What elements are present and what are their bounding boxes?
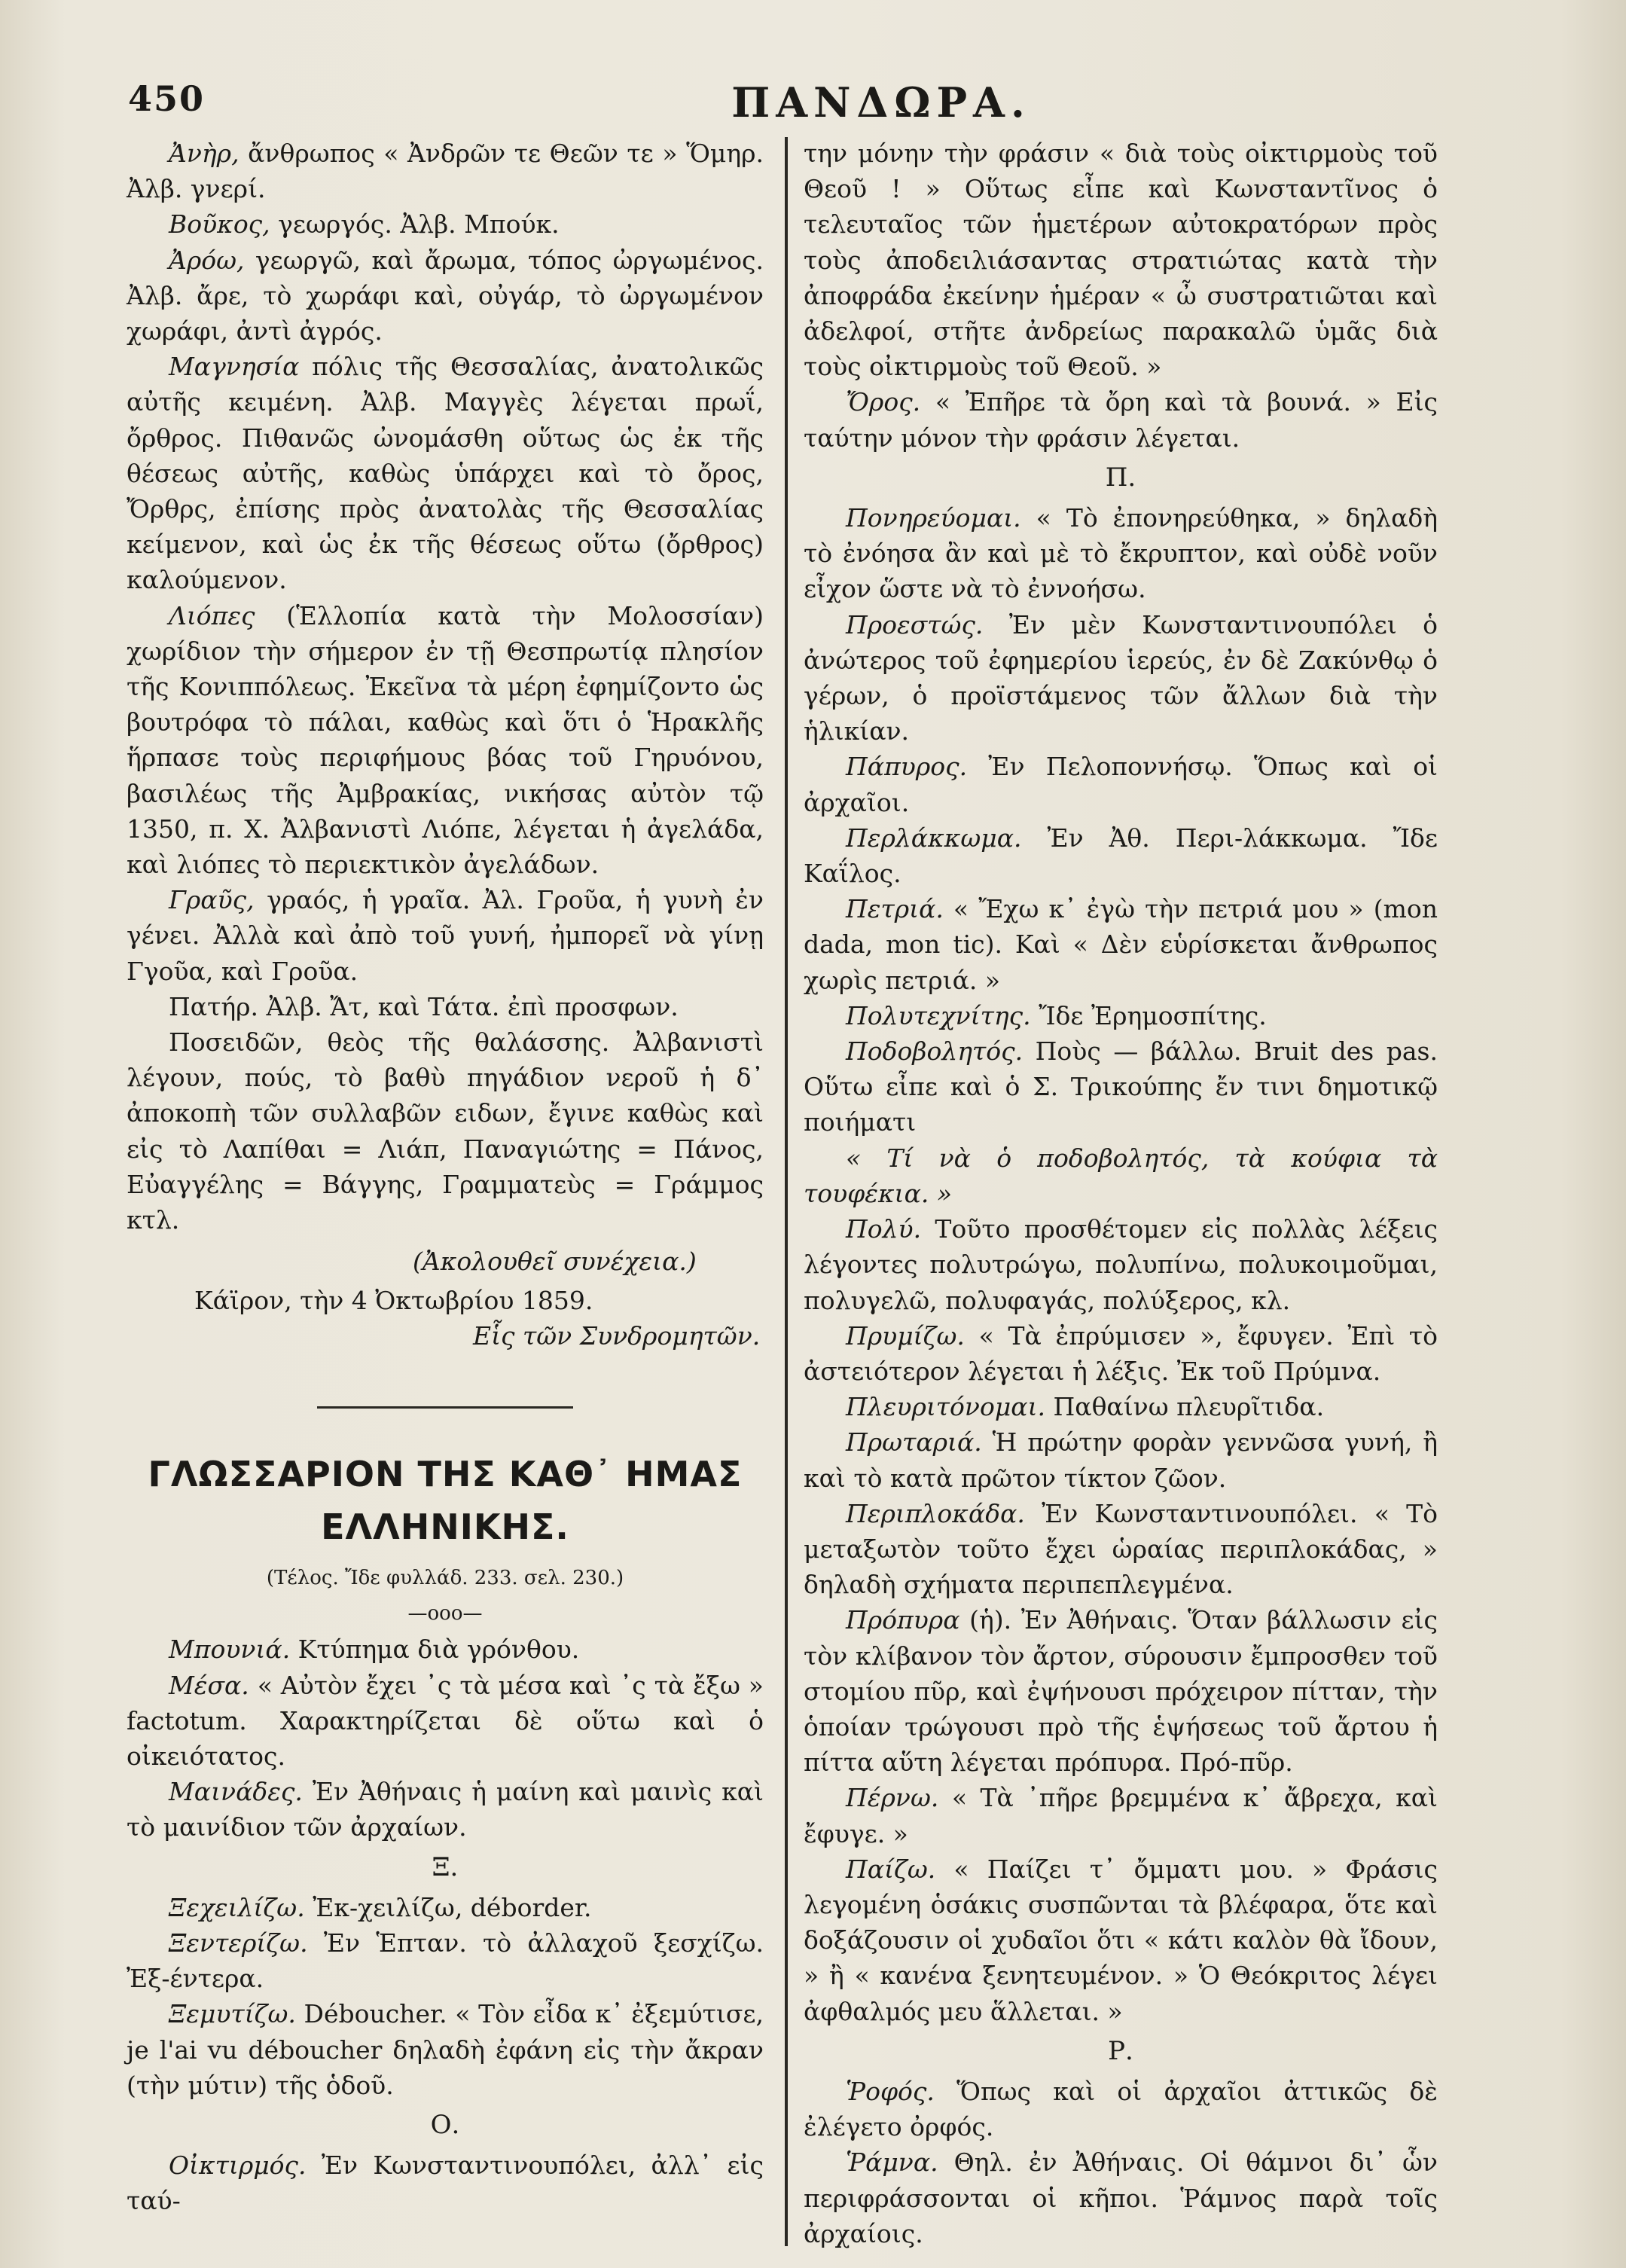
entry-text: Θηλ. ἐν Ἀθήναις. Οἱ θάμνοι δι᾽ ὧν περιφράσσονται οἱ κῆποι. Ῥάμνος παρὰ τοῖς ἀρχαίοις. (804, 2147, 1438, 2248)
entry-lemma: Πλευριτόνομαι. (846, 1392, 1046, 1422)
entry-lemma: Πρωταριά. (846, 1427, 982, 1458)
poem-quote: « Τί νὰ ὁ ποδοβολητός, τὰ κούφια τὰ τουφέκια. » (804, 1143, 1438, 1208)
entry-text: Ἐν Ἀθ. Περι-λάκκωμα. Ἴδε Καΐλος. (804, 823, 1438, 889)
entry-text: « Παίζει τ᾽ ὄμματι μου. » Φράσις λεγομένη ὁσάκις συσπῶνται τὰ βλέφαρα, ὅτε καὶ δοξάζουσιν οἱ χυδαῖοι ὅτι « κάτι καλὸν θὰ ἴδουν, » ἢ « κανένα ξενητευμένον. » Ὁ Θεόκριτος λέγει ἀφθαλμός μευ ἅλλεται. » (804, 1854, 1438, 2026)
entry (127, 1774, 764, 1845)
entry-lemma: Μέσα. (169, 1670, 249, 1700)
column-divider (785, 137, 788, 2246)
entry (804, 2074, 1438, 2144)
entry-lemma: Προεστώς. (846, 609, 984, 639)
section-divider (317, 1406, 573, 1409)
entry-lemma: Μπουνιά. (169, 1635, 291, 1665)
entry-text: (Ἑλλοπία κατὰ τὴν Μολοσσίαν) χωρίδιον τὴν σήμερον ἐν τῇ Θεσπρωτίᾳ πλησίον τῆς Κονιππόλεως. Ἐκεῖνα τὰ μέρη ἐφημίζοντο ὡς βουτρόφα τὸ πάλαι, καθὼς καὶ ὅτι ὁ Ἡρακλῆς ἥρπασε τοὺς περιφήμους βόας τοῦ Γηρυόνου, βασιλέως τῆς Ἀμβρακίας, νικήσας αὐτὸν τῷ 1350, π. Χ. Ἀλβανιστὶ Λιόπε, λέγεται ἡ ἀγελάδα, καὶ λιόπες τὸ περιεκτικὸν ἀγελάδων. (127, 600, 764, 880)
entry (127, 1668, 764, 1775)
entry (127, 1925, 764, 1996)
place-date: Κάϊρον, τὴν 4 Ὀκτωβρίου 1859. (194, 1285, 593, 1315)
entry-lemma: Ἀρόω, (169, 245, 245, 275)
entry (804, 1033, 1438, 1140)
entry-text: « Ἔχω κ᾽ ἐγὼ τὴν πετριά μου » (mon dada, mon tic). Καὶ « Δὲν εὑρίσκεται ἄνθρωπος χωρὶς πετριά. » (804, 894, 1438, 995)
entry-text: γεωργῶ, καὶ ἄρωμα, τόπος ὠργωμένος. Ἀλβ. ἄρε, τὸ χωράφι καὶ, οὐγάρ, τὸ ὠργωμένον χωράφι, ἀντὶ ἀγρός. (127, 245, 764, 346)
entry (804, 1424, 1438, 1495)
entry-lemma: Ῥοφός. (846, 2076, 935, 2106)
entry-lemma: Πρυμίζω. (846, 1320, 965, 1351)
continued-note: (Ἀκολουθεῖ συνέχεια.) (413, 1247, 697, 1277)
entry (127, 598, 764, 883)
entry-text: ἄνθρωπος « Ἀνδρῶν τε Θεῶν τε » Ὅμηρ. Ἀλβ. γνερί. (127, 139, 764, 204)
entry (804, 1318, 1438, 1389)
letter-heading: Ρ. (1108, 2035, 1133, 2066)
entry-lemma: Περιπλοκάδα. (846, 1498, 1025, 1528)
entry-continuation: την μόνην τὴν φράσιν « διὰ τοὺς οἰκτιρμοὺς τοῦ Θεοῦ ! » Οὕτως εἶπε καὶ Κωνσταντῖνος ὁ τελευταῖος τῶν ἡμετέρων αὐτοκρατόρων πρὸς τοὺς ἀποδειλιάσαντας στρατιώτας κατὰ τὴν ἀποφράδα ἐκείνην ἡμέραν « ὦ συστρατιῶται καὶ ἀδελφοί, στῆτε ἀνδρείως παρακαλῶ ὑμᾶς διὰ τοὺς οἰκτιρμοὺς τοῦ Θεοῦ. » (804, 139, 1438, 382)
entry-text: « Τὸ ἐπονηρεύθηκα, » δηλαδὴ τὸ ἐνόησα ἂν καὶ μὲ τὸ ἔκρυπτον, καὶ οὐδὲ νοῦν εἶχον ὥστε νὰ τὸ ἐννοήσω. (804, 503, 1438, 604)
entry-lemma: Ποδοβολητός. (846, 1036, 1023, 1067)
entry-text: Ἴδε Ἐρημοσπίτης. (1030, 1000, 1267, 1030)
entry-lemma: Πολύ. (846, 1214, 922, 1244)
entry-text: « Αὐτὸν ἔχει ᾽ς τὰ μέσα καὶ ᾽ς τὰ ἔξω » factotum. Χαρακτηρίζεται δὲ οὕτω καὶ ὁ οἰκειότατος. (127, 1670, 764, 1771)
page-header (128, 78, 1454, 131)
entry-text: πόλις τῆς Θεσσαλίας, ἀνατολικῶς αὐτῆς κειμένη. Ἀλβ. Μαγγὲς λέγεται πρωΐ, ὄρθρος. Πιθανῶς ὠνομάσθη οὕτως ὡς ἐκ τῆς θέσεως αὐτῆς, καθὼς ὑπάρχει καὶ τὸ ὄρος, Ὄρθρς, ἐπίσης πρὸς ἀνατολὰς τῆς Θεσσαλίας κείμενον, καὶ ὡς ἐκ τῆς θέσεως οὕτω (ὄρθρος) καλούμενον. (127, 352, 764, 595)
entry (127, 1632, 764, 1667)
entry-lemma: Μαγνησία (169, 352, 300, 382)
entry-lemma: Πρόπυρα (846, 1605, 960, 1635)
entry-text: Κτύπημα διὰ γρόνθου. (290, 1635, 580, 1665)
entry-lemma: Πετριά. (846, 894, 944, 924)
left-column (127, 136, 764, 2219)
entry-text: Ἐν Πελοποννήσῳ. Ὅπως καὶ οἱ ἀρχαῖοι. (804, 752, 1438, 817)
entry-text: Ὅπως καὶ οἱ ἀρχαῖοι ἀττικῶς δὲ ἐλέγετο ὀρφός. (804, 2076, 1438, 2142)
entry-text: (ἡ). Ἐν Ἀθήναις. Ὅταν βάλλωσιν εἰς τὸν κλίβανον τὸν ἄρτον, σύρουσιν ἔμπροσθεν τοῦ στομίου πῦρ, καὶ ἐψήνουσι πρόχειρον πίτταν, τὴν ὁποίαν τρώγουσι πρὸ τῆς ἑψήσεως τοῦ ἄρτου ἡ πίττα αὕτη λέγεται πρόπυρα. Πρό-πῦρ. (804, 1605, 1438, 1778)
entry-text: Παθαίνω πλευρῖτιδα. (1045, 1392, 1325, 1422)
entry-lemma: Πάπυρος. (846, 752, 968, 782)
entry-lemma: Οἰκτιρμός. (169, 2150, 307, 2181)
entry (127, 1890, 764, 1925)
entry-text: Ἐν Κωνσταντινουπόλει, ἀλλ᾽ εἰς ταύ- (127, 2150, 764, 2216)
entry-text: Ἐν μὲν Κωνσταντινουπόλει ὁ ἀνώτερος τοῦ ἐφημερίου ἱερεύς, ἐν δὲ Ζακύνθῳ ὁ γέρων, ὁ προϊστάμενος τῶν ἄλλων διὰ τὴν ἡλικίαν. (804, 609, 1438, 746)
entry (804, 1211, 1438, 1318)
entry (804, 749, 1438, 820)
letter-heading: Ξ. (432, 1851, 459, 1882)
entry-lemma: Μαινάδες. (169, 1777, 303, 1807)
right-column (804, 136, 1438, 2251)
entry (127, 206, 764, 242)
entry-text: γεωργός. Ἀλβ. Μπούκ. (270, 209, 560, 240)
entry (127, 349, 764, 597)
entry (127, 136, 764, 206)
entry-lemma: Ῥάμνα. (846, 2147, 938, 2178)
entry-lemma: Ἀνὴρ, (169, 139, 239, 168)
letter-heading: Ο. (430, 2109, 460, 2140)
entry (804, 998, 1438, 1033)
glossary-title-line-2: ΕΛΛΗΝΙΚΗΣ. (321, 1506, 569, 1547)
entry-text: Τοῦτο προσθέτομεν εἰς πολλὰς λέξεις λέγοντες πολυτρώγω, πολυπίνω, πολυκοιμοῦμαι, πολυγελῶ, πολυφαγάς, πολύξερος, κλ. (804, 1214, 1438, 1315)
glossary-title: ΓΛΩΣΣΑΡΙΟΝ ΤΗΣ ΚΑΘ᾽ ΗΜΑΣ (148, 1453, 743, 1494)
entry (804, 820, 1438, 891)
entry-lemma: Πέρνω. (846, 1783, 939, 1813)
entry (804, 1780, 1438, 1851)
entry-lemma: Παίζω. (846, 1854, 936, 1884)
entry (804, 384, 1438, 455)
letter-heading: Π. (1105, 462, 1136, 493)
entry: Ποσειδῶν, θεὸς τῆς θαλάσσης. Ἀλβανιστὶ λέγουν, πούς, τὸ βαθὺ πηγάδιον νεροῦ ἡ δ᾽ ἀποκοπὴ τῶν συλλαβῶν ειδων, ἔγινε καθὼς καὶ εἰς τὸ Λαπίθαι = Λιάπ, Παναγιώτης = Πάνος, Εὐαγγέλης = Βάγγης, Γραμματεὺς = Γράμμος κτλ. (127, 1027, 764, 1235)
entry (127, 1996, 764, 2103)
entry-text: Ἐκ-χειλίζω, déborder. (304, 1892, 592, 1922)
entry: Πατήρ. Ἀλβ. Ἄτ, καὶ Τάτα. ἐπὶ προσφων. (169, 991, 679, 1021)
entry (127, 882, 764, 989)
running-title: ΠΑΝΔΩΡΑ. (731, 78, 1031, 127)
entry (804, 1602, 1438, 1780)
entry-lemma: Λιόπες (169, 600, 255, 630)
entry-text: γραός, ἡ γραῖα. Ἀλ. Γροῦα, ἡ γυνὴ ἐν γένει. Ἀλλὰ καὶ ἀπὸ τοῦ γυνή, ἠμπορεῖ νὰ γίνῃ Γγοῦα, καὶ Γροῦα. (127, 885, 764, 986)
entry-text: « Τὰ ἐπρύμισεν », ἔφυγεν. Ἐπὶ τὸ ἀστειότερον λέγεται ἡ λέξις. Ἐκ τοῦ Πρύμνα. (804, 1320, 1438, 1386)
entry-lemma: Ξεμυτίζω. (169, 1999, 296, 2029)
entry (804, 2144, 1438, 2251)
entry (804, 1389, 1438, 1424)
entry (804, 891, 1438, 998)
entry-lemma: Βοῦκος, (169, 209, 270, 240)
entry-lemma: Ὄρος. (846, 387, 921, 417)
entry-text: Ἐν Ἀθήναις ἡ μαίνη καὶ μαινὶς καὶ τὸ μαινίδιον τῶν ἀρχαίων. (127, 1777, 764, 1842)
glossary-note: (Τέλος. Ἴδε φυλλάδ. 233. σελ. 230.) (266, 1566, 624, 1589)
page-number: 450 (128, 78, 206, 119)
entry-lemma: Ξεχειλίζω. (169, 1892, 305, 1922)
entry-text: Déboucher. « Τὸν εἶδα κ᾽ ἐξεμύτισε, je l'ai vu déboucher δηλαδὴ ἐφάνη εἰς τὴν ἄκραν (τὴν μύτιν) τῆς ὁδοῦ. (127, 1999, 764, 2100)
signature: Εἷς τῶν Συνδρομητῶν. (473, 1320, 761, 1351)
entry-text: « Τὰ ᾽πῆρε βρεμμένα κ᾽ ἄβρεχα, καὶ ἔφυγε. » (804, 1783, 1438, 1848)
entry-text: Ἡ πρώτην φορὰν γεννῶσα γυνή, ἢ καὶ τὸ κατὰ πρῶτον τίκτον ζῶον. (804, 1427, 1438, 1493)
entry-text: Ἐν Κωνσταντινουπόλει. « Τὸ μεταξωτὸν τοῦτο ἔχει ὡραίας περιπλοκάδας, » δηλαδὴ σχήματα περιπεπλεγμένα. (804, 1498, 1438, 1600)
entry-text: « Ἐπῆρε τὰ ὄρη καὶ τὰ βουνά. » Εἰς ταύτην μόνον τὴν φράσιν λέγεται. (804, 387, 1438, 453)
entry-lemma: Γραῦς, (169, 885, 255, 915)
entry-lemma: Ξεντερίζω. (169, 1928, 308, 1958)
entry (127, 243, 764, 350)
entry-text: Ποὺς — βάλλω. Bruit des pas. Οὕτω εἶπε καὶ ὁ Σ. Τρικούπης ἔν τινι δημοτικῷ ποιήματι (804, 1036, 1438, 1137)
entry (804, 607, 1438, 749)
entry (804, 500, 1438, 607)
ornament-separator: —ooo— (407, 1602, 483, 1625)
entry (804, 1496, 1438, 1603)
entry-lemma: Πονηρεύομαι. (846, 503, 1021, 533)
entry (127, 2147, 764, 2218)
entry (804, 1851, 1438, 2029)
entry-lemma: Πολυτεχνίτης. (846, 1000, 1031, 1030)
entry-text: Ἐν Ἑπταν. τὸ ἀλλαχοῦ ξεσχίζω. Ἐξ-έντερα. (127, 1928, 764, 1994)
entry-lemma: Περλάκκωμα. (846, 823, 1022, 853)
